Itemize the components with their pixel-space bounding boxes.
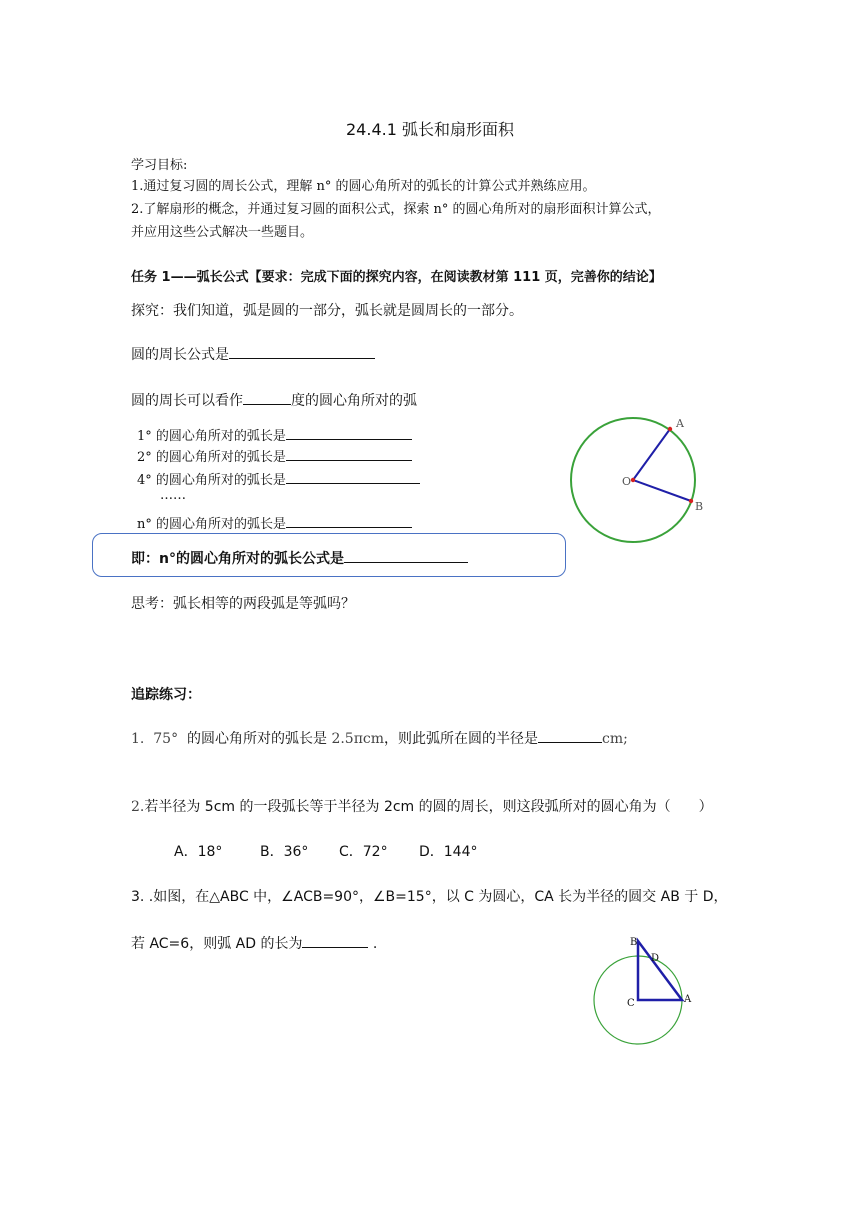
question-angle: 75° <box>153 731 179 747</box>
question-text: . <box>372 936 378 952</box>
triangle-figure <box>590 930 700 1050</box>
row-ellipsis: …… <box>160 488 186 503</box>
formula-line <box>131 548 468 568</box>
view-as-prefix: 圆的周长可以看作 <box>131 393 243 409</box>
option-a[interactable]: A．18° <box>174 844 223 860</box>
unit-label: cm; <box>602 731 628 747</box>
label-d: D <box>651 953 660 964</box>
answer-blank[interactable] <box>243 390 291 405</box>
row-label: n° 的圆心角所对的弧长是 <box>137 517 287 532</box>
question-number: 1. <box>131 731 145 747</box>
circumference-line <box>131 344 375 364</box>
goals-heading: 学习目标: <box>131 158 188 173</box>
circumference-label: 圆的周长公式是 <box>131 347 229 363</box>
view-as-suffix: 度的圆心角所对的弧 <box>291 393 417 409</box>
question-number: 2. <box>131 799 145 815</box>
think-question: 思考：弧长相等的两段弧是等弧吗？ <box>131 596 355 612</box>
answer-blank[interactable] <box>286 469 420 484</box>
radius-ob <box>633 480 691 501</box>
label-b: B <box>695 500 704 513</box>
point-b <box>689 499 693 503</box>
task1-heading: 任务 1——弧长公式【要求：完成下面的探究内容，在阅读教材第 111 页，完善你的结论】 <box>131 270 662 285</box>
option-d[interactable]: D．144° <box>419 844 478 860</box>
answer-blank[interactable] <box>286 446 412 461</box>
question-text: 若 AC=6，则弧 AD 的长为 <box>131 936 303 952</box>
answer-blank[interactable] <box>538 728 602 743</box>
goal-item-2-line-2: 并应用这些公式解决一些题目。 <box>131 225 314 240</box>
explore-text: 探究：我们知道，弧是圆的一部分，弧长就是圆周长的一部分。 <box>131 303 523 319</box>
question-1 <box>131 728 628 748</box>
page-title: 24.4.1 弧长和扇形面积 <box>346 120 514 139</box>
label-a: A <box>676 417 684 430</box>
label-o: O <box>622 475 632 488</box>
option-c[interactable]: C．72° <box>339 844 388 860</box>
answer-blank[interactable] <box>302 933 368 948</box>
point-a <box>668 427 672 431</box>
answer-blank[interactable] <box>229 344 375 359</box>
row-label: 2° 的圆心角所对的弧长是 <box>137 450 286 465</box>
question-text: ，则此弧所在圆的半径是 <box>384 731 539 747</box>
practice-heading: 追踪练习： <box>131 687 201 703</box>
label-b: B <box>630 937 638 948</box>
view-as-line <box>131 390 417 410</box>
row-1-degree <box>137 425 412 444</box>
radius-oa <box>633 429 670 480</box>
option-b[interactable]: B．36° <box>260 844 309 860</box>
triangle-abc <box>638 941 682 1000</box>
goal-item-2-line-1: 2.了解扇形的概念，并通过复习圆的面积公式，探索 n° 的圆心角所对的扇形面积计算公式， <box>131 202 661 217</box>
row-label: 1° 的圆心角所对的弧长是 <box>137 429 286 444</box>
label-c: C <box>627 998 635 1009</box>
answer-blank[interactable] <box>286 513 412 528</box>
question-text: 的圆心角所对的弧长是 <box>187 731 327 747</box>
row-n-degree <box>137 513 412 532</box>
goal-item-1: 1.通过复习圆的周长公式，理解 n° 的圆心角所对的弧长的计算公式并熟练应用。 <box>131 179 596 194</box>
arc-length-value: 2.5πcm <box>331 731 385 747</box>
question-3-line-2 <box>131 933 377 953</box>
question-text: 若半径为 5cm 的一段弧长等于半径为 2cm 的圆的周长，则这段弧所对的圆心角为（ ） <box>144 799 713 815</box>
answer-blank[interactable] <box>344 548 468 563</box>
circle-figure <box>560 405 720 555</box>
row-label: 4° 的圆心角所对的弧长是 <box>137 473 286 488</box>
row-4-degree <box>137 469 420 488</box>
center-point <box>631 478 635 482</box>
label-a: A <box>684 994 692 1005</box>
question-2 <box>131 796 713 816</box>
row-2-degree <box>137 446 412 465</box>
answer-blank[interactable] <box>286 425 412 440</box>
question-3-line-1: 3. .如图，在△ABC 中，∠ACB=90°，∠B=15°，以 C 为圆心，CA 长为半径的圆交 AB 于 D， <box>131 889 728 905</box>
formula-label: 即：n°的圆心角所对的弧长公式是 <box>131 551 344 567</box>
